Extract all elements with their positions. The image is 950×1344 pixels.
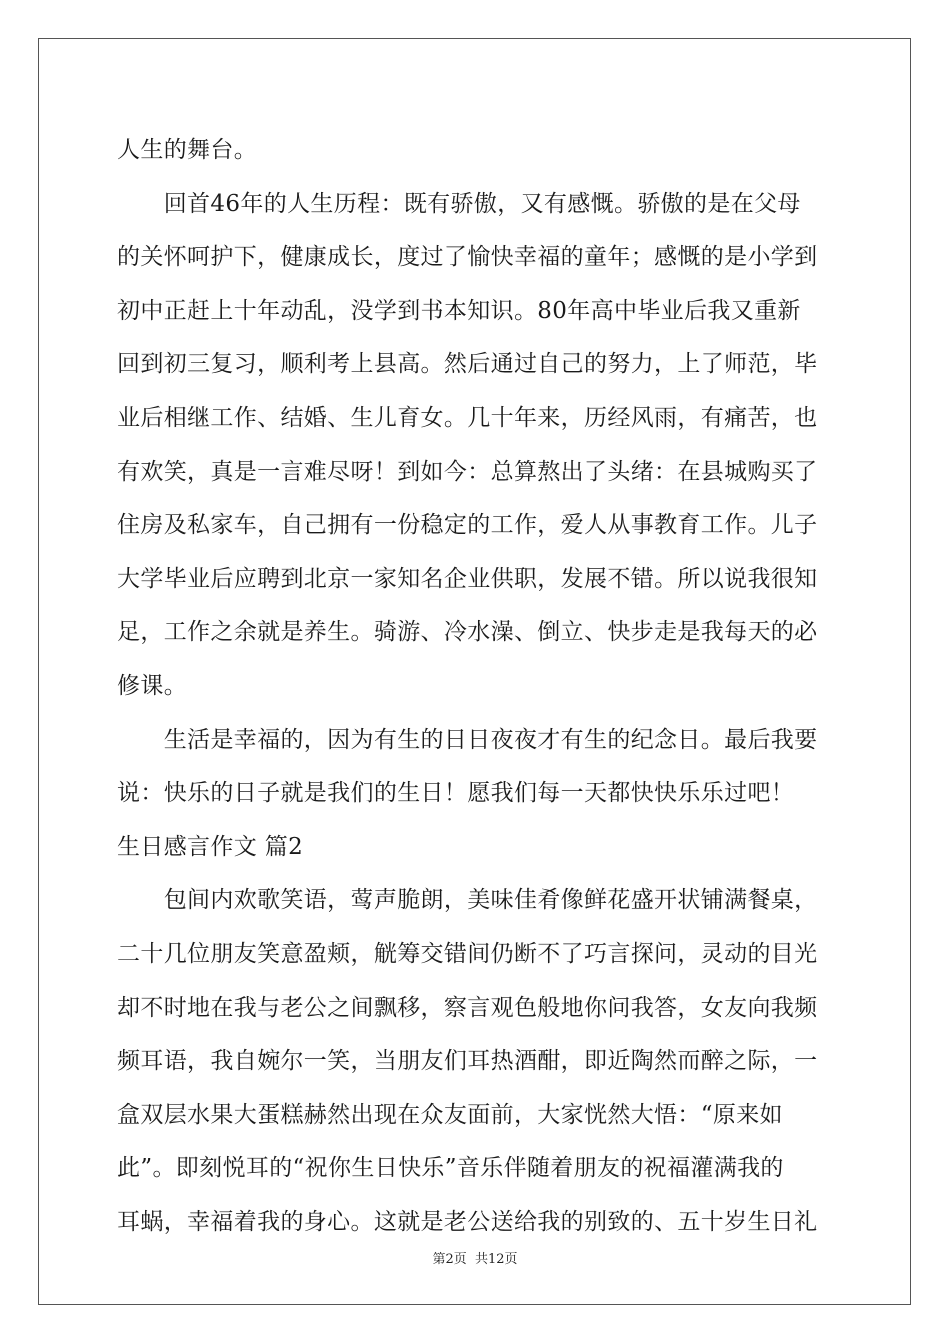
text-line: 回到初三复习，顺利考上县高。然后通过自己的努力，上了师范，毕 — [117, 351, 818, 378]
page-footer — [0, 1248, 950, 1267]
text-line: 频耳语，我自婉尔一笑，当朋友们耳热酒酣，即近陶然而醉之际，一 — [117, 1048, 818, 1075]
text-line: 人生的舞台。 — [117, 137, 258, 163]
text-line: 业后相继工作、结婚、生儿育女。几十年来，历经风雨，有痛苦，也 — [117, 404, 818, 431]
page-number: 第2页 — [432, 1252, 467, 1267]
text-line: 修课。 — [117, 672, 188, 699]
text-line: 有欢笑，真是一言难尽呀！到如今：总算熬出了头绪：在县城购买了 — [117, 458, 818, 485]
text-line: 回首46年的人生历程：既有骄傲，又有感慨。骄傲的是在父母 — [117, 190, 801, 217]
text-line: 耳蜗，幸福着我的身心。这就是老公送给我的别致的、五十岁生日礼 — [117, 1208, 818, 1235]
document-body — [117, 124, 835, 1249]
text-line: 住房及私家车，自己拥有一份稳定的工作，爱人从事教育工作。儿子 — [117, 512, 818, 539]
text-line: 大学毕业后应聘到北京一家知名企业供职，发展不错。所以说我很知 — [117, 565, 818, 592]
text-line: 盒双层水果大蛋糕赫然出现在众友面前，大家恍然大悟：“原来如 — [117, 1101, 783, 1128]
text-line: 二十几位朋友笑意盈颊，觥筹交错间仍断不了巧言探问，灵动的目光 — [117, 940, 818, 967]
text-line: 初中正赶上十年动乱，没学到书本知识。80年高中毕业后我又重新 — [117, 297, 801, 324]
section-heading: 生日感言作文 篇2 — [117, 833, 304, 860]
text-line: 此”。即刻悦耳的“祝你生日快乐”音乐伴随着朋友的祝福灌满我的 — [117, 1155, 784, 1182]
text-line: 却不时地在我与老公之间飘移，察言观色般地你问我答，女友向我频 — [117, 994, 818, 1021]
text-line: 足，工作之余就是养生。骑游、冷水澡、倒立、快步走是我每天的必 — [117, 619, 818, 646]
text-line: 生活是幸福的，因为有生的日日夜夜才有生的纪念日。最后我要 — [117, 726, 818, 753]
text-line: 的关怀呵护下，健康成长，度过了愉快幸福的童年；感慨的是小学到 — [117, 244, 818, 271]
text-line: 包间内欢歌笑语，莺声脆朗，美味佳肴像鲜花盛开状铺满餐桌， — [117, 887, 818, 914]
text-line: 说：快乐的日子就是我们的生日！愿我们每一天都快快乐乐过吧！ — [117, 780, 795, 807]
page-total: 共12页 — [474, 1252, 518, 1267]
